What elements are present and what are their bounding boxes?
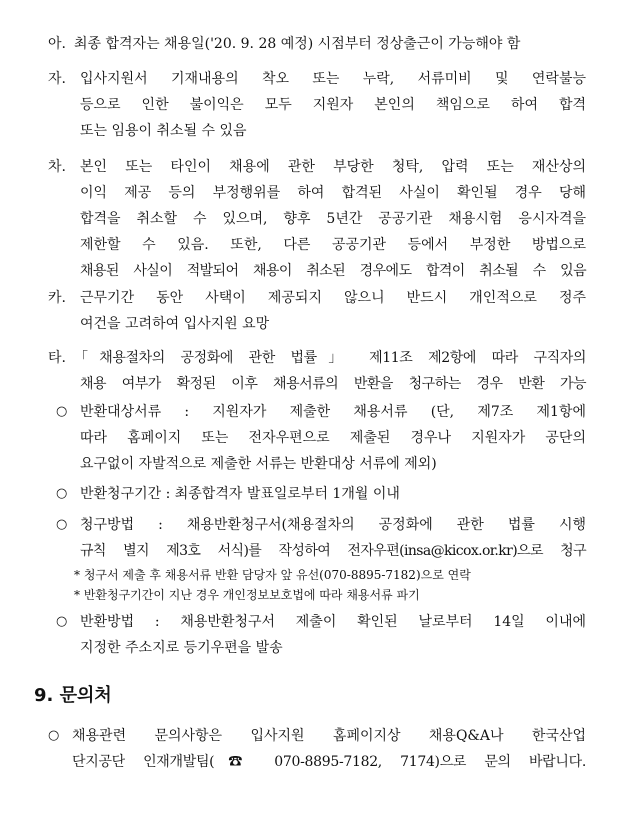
notice-item-ja <box>48 66 586 144</box>
item-text-line: 여건을 고려하여 입사지원 요망 <box>80 316 270 332</box>
item-text-line: 등으로 인한 불이익은 모두 지원자 본인의 책임으로 하여 합격 <box>80 97 586 113</box>
circle-bullet-icon: ○ <box>48 728 60 743</box>
request-method-item <box>56 512 586 564</box>
note-line: * 청구서 제출 후 채용서류 반환 담당자 앞 유선(070-8895-7182)으로 연락 <box>74 568 471 582</box>
notice-item-a <box>48 31 588 57</box>
item-text-line: 요구없이 자발적으로 제출한 서류는 반환대상 서류에 제외) <box>80 456 437 472</box>
section-heading: 9. 문의처 <box>34 685 112 706</box>
item-text-line: 최종 합격자는 채용일('20. 9. 28 예정) 시점부터 정상출근이 가능해야 함 <box>74 36 521 52</box>
item-marker: 카. <box>48 290 66 306</box>
item-text-line: 입사지원서 기재내용의 착오 또는 누락, 서류미비 및 연락불능 <box>80 71 586 87</box>
item-marker: 아. <box>48 36 66 52</box>
circle-bullet-icon: ○ <box>56 517 68 532</box>
circle-bullet-icon: ○ <box>56 404 68 419</box>
item-text-line: 채용된 사실이 적발되어 채용이 취소된 경우에도 합격이 취소될 수 있음 <box>80 263 586 279</box>
return-documents-item <box>56 399 586 477</box>
item-text-line: 근무기간 동안 사택이 제공되지 않으니 반드시 개인적으로 정주 <box>80 290 586 306</box>
circle-bullet-icon: ○ <box>56 614 68 629</box>
item-marker: 타. <box>48 350 66 366</box>
item-text-line: 반환청구기간 : 최종합격자 발표일로부터 1개월 이내 <box>80 486 400 502</box>
item-text-line: 채용 여부가 확정된 이후 채용서류의 반환을 청구하는 경우 반환 가능 <box>80 376 586 392</box>
item-text-line: 이익 제공 등의 부정행위를 하여 합격된 사실이 확인될 경우 당해 <box>80 185 586 201</box>
item-text-line: 반환대상서류 : 지원자가 제출한 채용서류 (단, 제7조 제1항에 <box>80 404 586 420</box>
item-text-line: 채용관련 문의사항은 입사지원 홈페이지상 채용Q&A나 한국산업 <box>72 728 586 744</box>
item-marker: 자. <box>48 71 66 87</box>
item-text-line: 지정한 주소지로 등기우편을 발송 <box>80 640 283 656</box>
item-text-line: 청구방법 : 채용반환청구서(채용절차의 공정화에 관한 법률 시행 <box>80 517 586 533</box>
contact-item <box>48 723 586 775</box>
item-text-line: 합격을 취소할 수 있으며, 향후 5년간 공공기관 채용시험 응시자격을 <box>80 211 586 227</box>
return-period-item <box>56 481 586 507</box>
item-text-line: 규칙 별지 제3호 서식)를 작성하여 전자우편(insa@kicox.or.kr)으로 청구 <box>80 543 586 559</box>
item-marker: 차. <box>48 159 66 175</box>
circle-bullet-icon: ○ <box>56 486 68 501</box>
request-note <box>74 565 584 605</box>
notice-item-cha <box>48 154 586 284</box>
item-text-line: 따라 홈페이지 또는 전자우편으로 제출된 경우나 지원자가 공단의 <box>80 430 586 446</box>
return-method-item <box>56 609 586 661</box>
item-text-line: 「채용절차의 공정화에 관한 법률」 제11조 제2항에 따라 구직자의 <box>74 350 586 366</box>
notice-item-ta <box>48 345 586 397</box>
item-text-line: 본인 또는 타인이 채용에 관한 부당한 청탁, 압력 또는 재산상의 <box>80 159 586 175</box>
item-text-line: 제한할 수 있음. 또한, 다른 공공기관 등에서 부정한 방법으로 <box>80 237 586 253</box>
notice-item-ka <box>48 285 586 337</box>
note-line: * 반환청구기간이 지난 경우 개인정보보호법에 따라 채용서류 파기 <box>74 588 420 602</box>
item-text-line: 단지공단 인재개발팀(☎ 070-8895-7182, 7174)으로 문의 바랍니다. <box>72 754 586 770</box>
item-text-line: 또는 임용이 취소될 수 있음 <box>80 123 247 139</box>
item-text-line: 반환방법 : 채용반환청구서 제출이 확인된 날로부터 14일 이내에 <box>80 614 586 630</box>
